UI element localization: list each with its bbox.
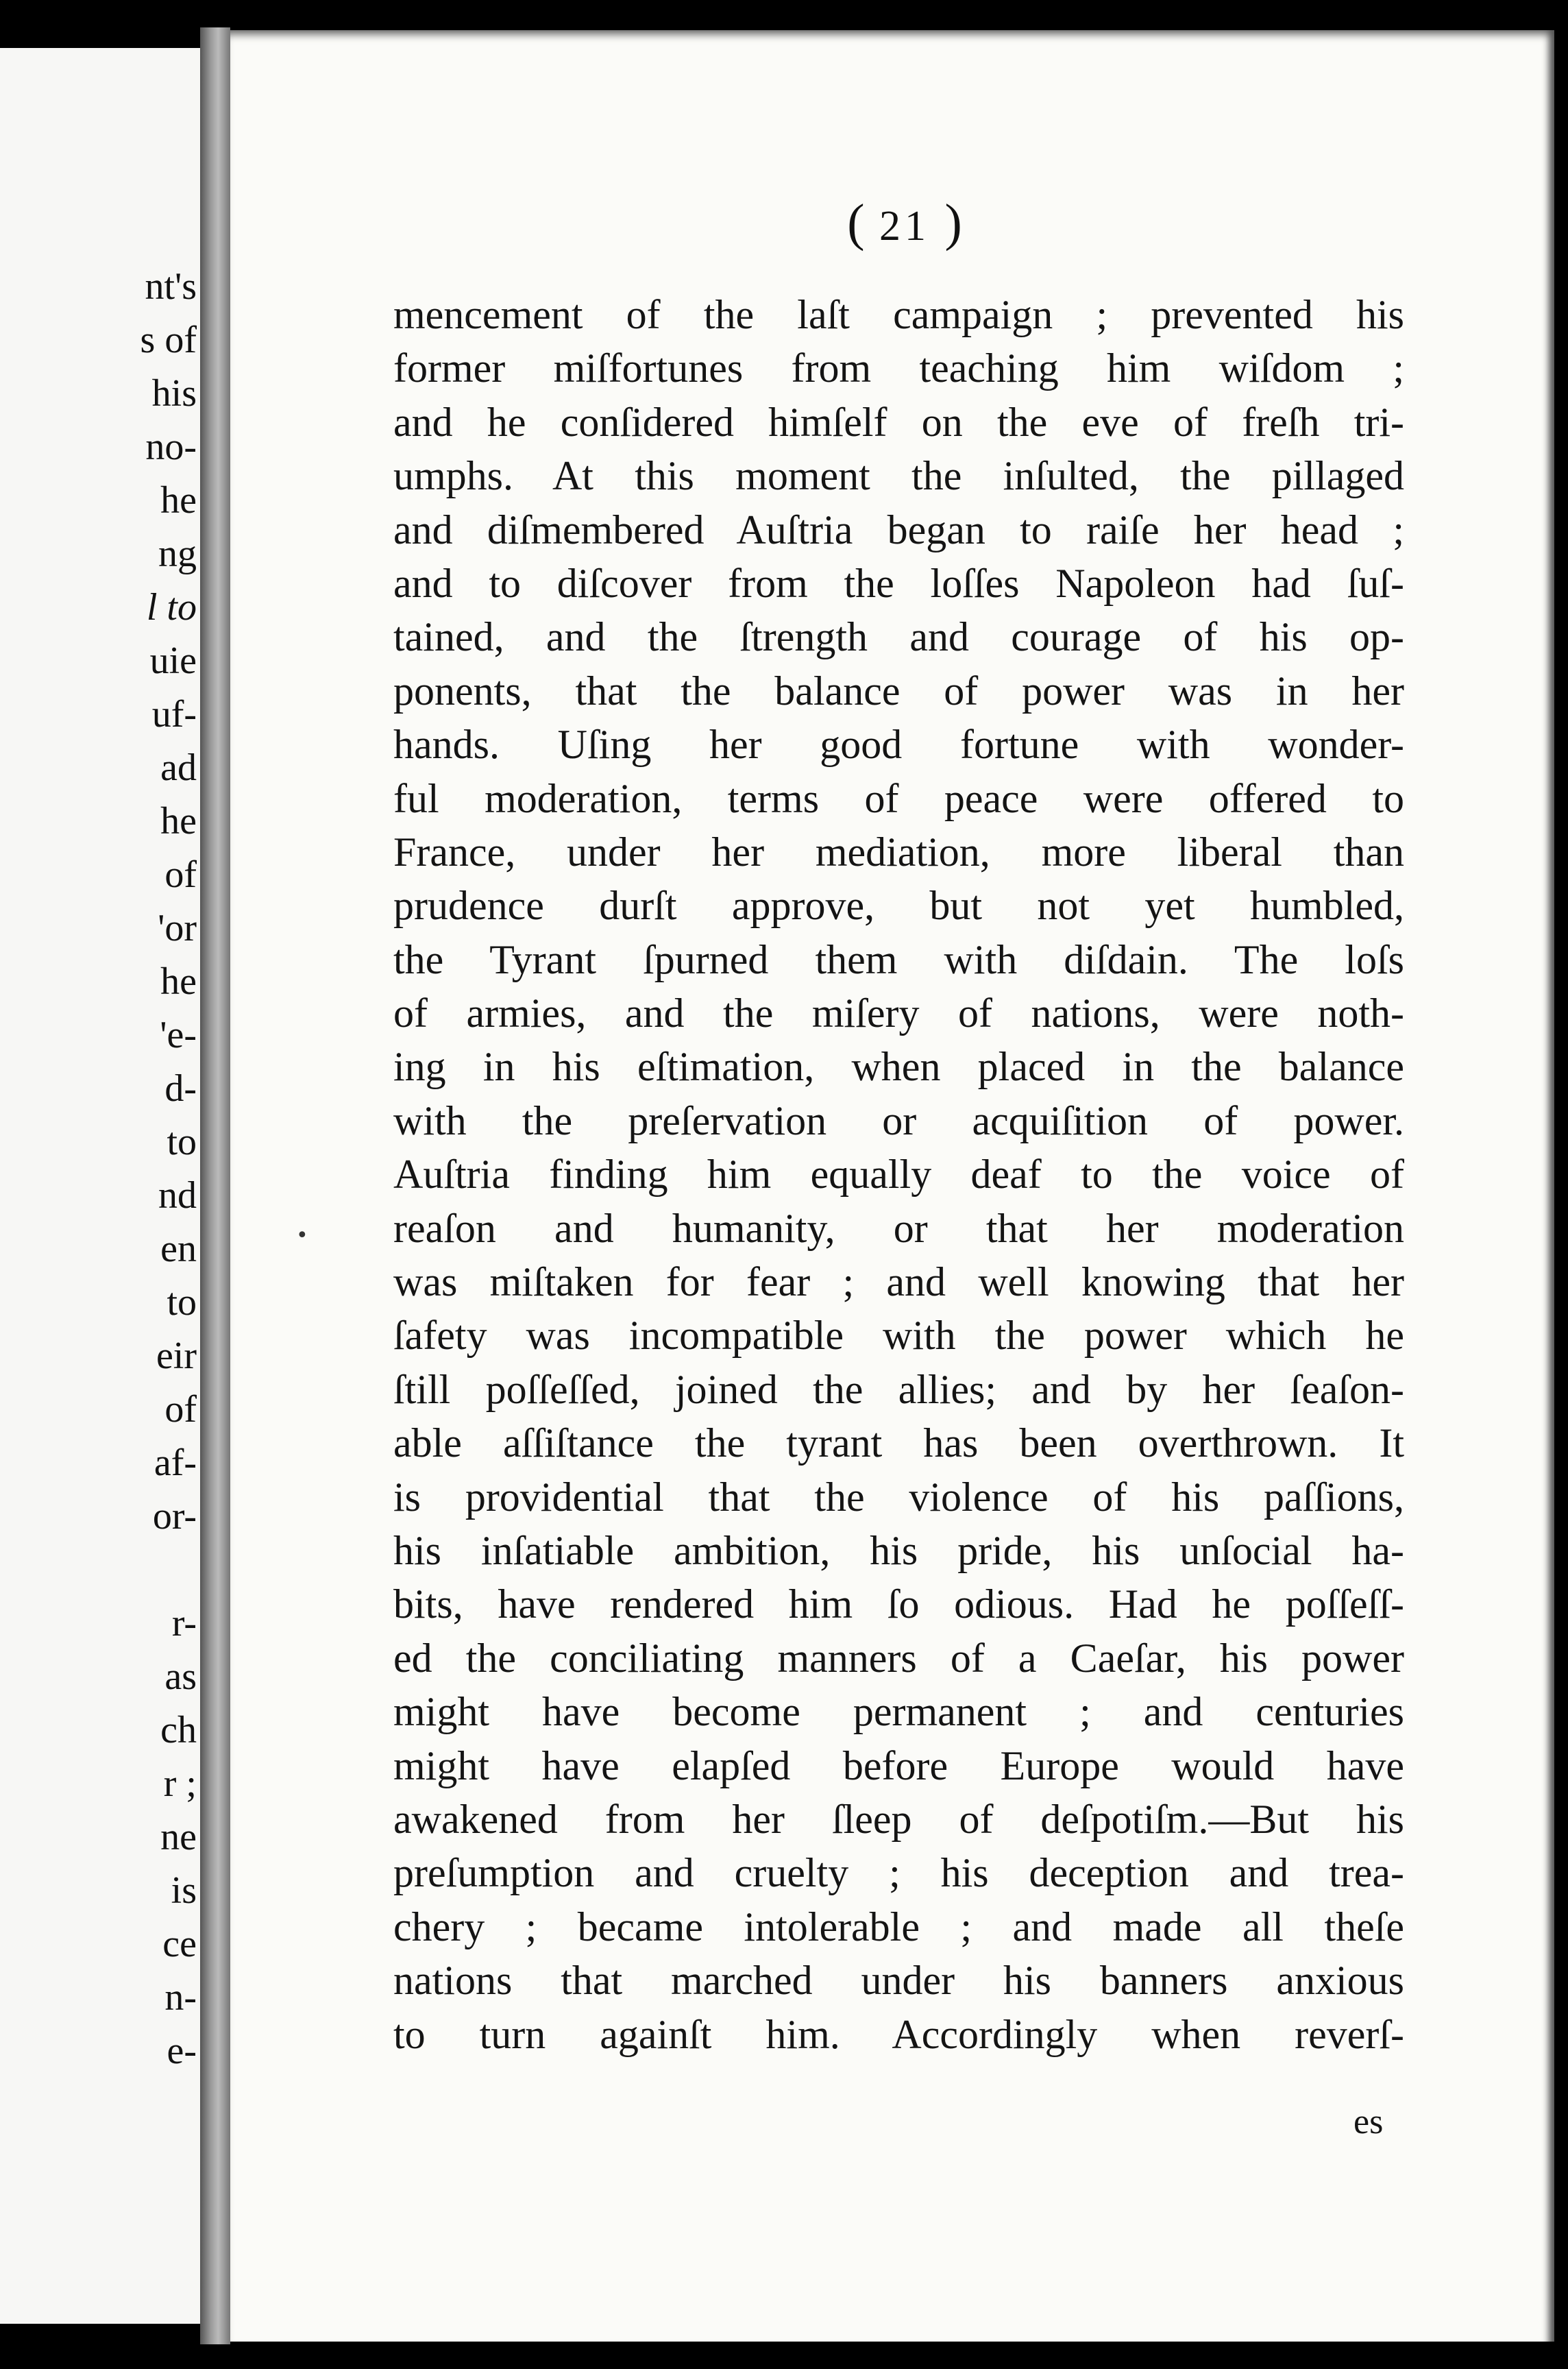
text-line: prudence durſt approve, but not yet humbled,	[393, 883, 1404, 929]
left-page-fragment: r-	[171, 1602, 197, 1644]
left-page-fragment: or-	[152, 1495, 197, 1538]
text-line: tained, and the ſtrength and courage of his op-	[393, 614, 1404, 660]
left-page-fragment: n-	[164, 1976, 197, 2019]
text-line: his inſatiable ambition, his pride, his unſocial ha-	[393, 1527, 1404, 1573]
text-line: is providential that the violence of his paſſions,	[393, 1474, 1404, 1520]
text-line: France, under her mediation, more liberal than	[393, 829, 1404, 875]
text-line: ed the conciliating manners of a Caeſar, his power	[393, 1635, 1404, 1681]
left-page-fragment: ch	[160, 1709, 197, 1751]
text-line: ſtill poſſeſſed, joined the allies; and by her ſeaſon-	[393, 1366, 1404, 1412]
text-line: reaſon and humanity, or that her moderation	[393, 1205, 1404, 1251]
left-page-fragment: no-	[145, 426, 197, 468]
text-line: preſumption and cruelty ; his deception and trea-	[393, 1850, 1404, 1896]
text-line: ponents, that the balance of power was in her	[393, 668, 1404, 714]
left-page-edge	[0, 48, 209, 2324]
left-page-fragment: nd	[158, 1174, 197, 1217]
left-page-fragment: is	[171, 1869, 197, 1912]
left-page-fragment: his	[151, 372, 197, 415]
text-line: bits, have rendered him ſo odious. Had he poſſeſſ-	[393, 1581, 1404, 1627]
text-line: might have elapſed before Europe would have	[393, 1742, 1404, 1788]
body-text	[393, 288, 1404, 2061]
page-number-value: 21	[879, 203, 930, 250]
left-page-fragment: uie	[149, 640, 197, 682]
left-page-fragment: ad	[160, 746, 197, 789]
text-line: with the preſervation or acquiſition of power.	[393, 1097, 1404, 1143]
left-page-fragment: ng	[158, 533, 197, 575]
left-page-fragment: of	[164, 853, 197, 896]
text-line: awakened from her ſleep of deſpotiſm.—But his	[393, 1796, 1404, 1842]
catchword: es	[1353, 2102, 1384, 2141]
left-page-fragment: s of	[140, 319, 197, 361]
left-page-fragment: uf-	[151, 693, 197, 736]
left-page-fragment: he	[160, 800, 197, 842]
text-line: former miſfortunes from teaching him wiſdom ;	[393, 345, 1404, 391]
text-line: Auſtria finding him equally deaf to the voice of	[393, 1152, 1404, 1198]
left-page-fragment: ne	[160, 1816, 197, 1858]
text-line: of armies, and the miſery of nations, were noth-	[393, 991, 1404, 1036]
left-page-fragment: nt's	[145, 265, 197, 308]
text-line: able aſſiſtance the tyrant has been overthrown. It	[393, 1420, 1404, 1466]
text-line: might have become permanent ; and centuries	[393, 1689, 1404, 1735]
left-page-fragment: af-	[154, 1442, 197, 1484]
page-number	[802, 193, 1007, 253]
left-page-fragment: of	[164, 1388, 197, 1431]
left-page-fragment: as	[164, 1655, 197, 1698]
text-line: and he conſidered himſelf on the eve of freſh tri-	[393, 399, 1404, 445]
left-page-fragment: he	[160, 479, 197, 522]
text-line: hands. Uſing her good fortune with wonder-	[393, 722, 1404, 768]
text-line: and to diſcover from the loſſes Napoleon had ſuſ-	[393, 560, 1404, 606]
left-page-fragment: he	[160, 960, 197, 1003]
left-page-fragment: 'or	[158, 907, 197, 949]
text-line: the Tyrant ſpurned them with diſdain. The loſs	[393, 936, 1404, 982]
left-page-fragment: to	[167, 1281, 197, 1324]
ink-speck: •	[296, 1224, 308, 1248]
book-gutter	[200, 27, 230, 2344]
text-line: and diſmembered Auſtria began to raiſe her head ;	[393, 507, 1404, 552]
left-page-fragment: ce	[162, 1923, 197, 1965]
left-page-fragment: d-	[164, 1067, 197, 1110]
text-line: to turn againſt him. Accordingly when reverſ-	[393, 2011, 1404, 2057]
left-page-fragment: en	[160, 1228, 197, 1270]
left-page-fragment: e-	[167, 2030, 197, 2072]
left-page-fragment: l to	[146, 586, 197, 629]
left-page-fragment: r ;	[163, 1762, 197, 1805]
left-page-fragment: 'e-	[160, 1014, 197, 1056]
text-line: was miſtaken for fear ; and well knowing that her	[393, 1259, 1404, 1305]
text-line: ful moderation, terms of peace were offered to	[393, 775, 1404, 821]
left-page-fragment: eir	[156, 1335, 197, 1377]
text-line: ſafety was incompatible with the power which he	[393, 1313, 1404, 1359]
open-paren: (	[847, 194, 865, 252]
text-line: ing in his eſtimation, when placed in the balance	[393, 1044, 1404, 1090]
text-line: mencement of the laſt campaign ; prevented his	[393, 292, 1404, 337]
text-line: chery ; became intolerable ; and made all theſe	[393, 1904, 1404, 1949]
text-line: umphs. At this moment the inſulted, the pillaged	[393, 453, 1404, 499]
left-page-fragment: to	[167, 1121, 197, 1163]
close-paren: )	[944, 194, 962, 252]
text-line: nations that marched under his banners anxious	[393, 1958, 1404, 2004]
